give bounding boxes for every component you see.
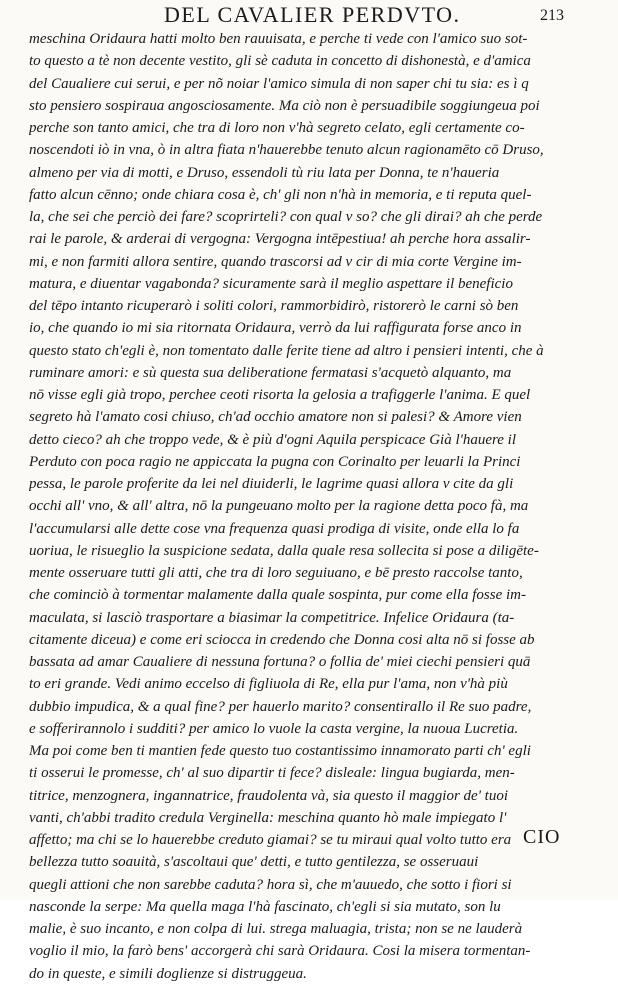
text-line: do in queste, e simili doglienze si distruggeua. <box>29 965 307 982</box>
text-line: maculata, si lasciò trasportare a biasimar la competitrice. Infelice Oridaura (ta- <box>29 609 515 626</box>
catchword: CIO <box>523 826 561 848</box>
text-line: mente osseruare tutti gli atti, che tra di loro seguiuano, e bē presto raccolse tanto, <box>29 565 523 581</box>
text-line: matura, e diuentar vagabonda? sicuramente sarà il meglio aspettare il beneficio <box>29 275 513 292</box>
text-line: Ma poi come ben ti mantien fede questo tuo costantissimo innamorato parti ch' egli <box>29 743 531 759</box>
text-line: titrice, menzognera, ingannatrice, fraudolenta và, sia questo il maggior de' tuoi <box>29 787 508 804</box>
text-line: malie, è suo incanto, e non colpa di lui. strega maluagia, trista; non se ne lauderà <box>29 921 523 937</box>
text-line: Perduto con poca ragio ne appiccata la pugna con Corinalto per leuarli la Princi <box>29 453 521 470</box>
text-line: pessa, le parole proferite da lei nel diuiderli, le lagrime quasi allora v cite da gli <box>29 476 514 492</box>
text-line: l'accumularsi alle dette cose vna frequenza quasi prodiga di visite, onde ella lo fa <box>29 520 520 537</box>
text-line: affetto; ma chi se lo hauerebbe creduto giamai? se tu miraui qual volto tutto era <box>29 832 512 848</box>
text-line: e sofferirannolo i sudditi? per amico lo vuole la casta vergine, la nuoua Lucretia. <box>29 720 519 737</box>
text-line: perche son tanto amici, che tra di loro non v'hà segreto celato, egli certamente co- <box>29 120 525 136</box>
text-line: almeno per via di motti, e Druso, essendoli tù riu lata per Donna, te n'haueria <box>29 164 500 181</box>
text-line: del tēpo intanto ricuperarò i soliti colori, rammorbidirò, ristorerò le carni sò ben <box>29 298 519 314</box>
text-line: nō visse egli già tropo, perchee ceoti risorta la gelosia a trafiggerle l'anima. E quel <box>29 387 531 403</box>
text-line: vanti, ch'abbi tradito credula Verginella: meschina quanto hò male impiegato l' <box>29 809 507 826</box>
text-line: bassata ad amar Caualiere di nessuna fortuna? o follia de' miei ciechi pensieri quā <box>29 654 531 670</box>
text-line: ruminare amori: e sù questa sua deliberatione fermatasi s'acquetò alquanto, ma <box>29 364 512 381</box>
text-line: to questo a tè non decente vestito, gli sè caduta in concetto di dishonestà, e d'amica <box>29 53 531 70</box>
text-line: uoriua, le risueglio la suspicione sedata, dalla quale resa sollecita si pose a diligēte- <box>29 542 539 559</box>
text-line: ti osserui le promesse, ch' al suo dipartir ti fece? disleale: lingua bugiarda, men- <box>29 765 515 782</box>
text-line: quegli attioni che non sarebbe caduta? hora sì, che m'auuedo, che sotto i fiori si <box>29 876 512 893</box>
running-title: DEL CAVALIER PERDVTO. <box>164 2 461 27</box>
text-line: occhi all' vno, & all' altra, nō la pungeuano molto per la ragione detta poco fà, ma <box>29 498 529 515</box>
page-number: 213 <box>540 7 564 24</box>
text-line: to eri grande. Vedi animo eccelso di figliuola di Re, ella pur l'ama, non v'hà più <box>29 676 508 693</box>
text-line: detto cieco? ah che troppo vede, & è più d'ogni Aquila perspicace Già l'hauere il <box>29 431 516 448</box>
text-line: mi, e non farmiti allora sentire, quando trascorsi ad v cir di mia corte Vergine im- <box>29 253 522 270</box>
text-line: citamente diceua) e come eri sciocca in credendo che Donna cosi alta nō si fosse ab <box>29 631 535 648</box>
text-line: sto pensiero sospiraua angosciosamente. Ma ciò non è persuadibile soggiungeua poi <box>29 97 540 114</box>
text-line: segreto hà l'amato cosi chiuso, ch'ad occhio amatore non si palesi? & Amore vien <box>29 409 522 426</box>
text-line: che cominciò à tormentar malamente dalla quale sospinta, pur come ella fosse im- <box>29 587 527 604</box>
text-line: nasconde la serpe: Ma quella maga l'hà fascinato, ch'egli si sia mutato, son lu <box>29 898 501 915</box>
text-line: del Caualiere cui serui, e per nõ noiar l'amico simula di non saper chi tu sia: es ì q <box>29 75 529 92</box>
page-header <box>0 2 618 28</box>
body-text <box>29 28 581 985</box>
text-line: fatto alcun cēnno; onde chiara cosa è, ch' gli non n'hà in memoria, e ti reputa quel- <box>29 186 532 203</box>
text-line: voglio il mio, la farò bens' accorgerà chi sarà Oridaura. Cosi la misera tormentan- <box>29 943 531 960</box>
text-line: dubbio impudica, & a qual fine? per hauerlo marito? consentirallo il Re suo padre, <box>29 698 532 715</box>
text-line: io, che quando io mi sia ritornata Oridaura, verrò da lui raffigurata forse anco in <box>29 320 522 337</box>
text-line: bellezza tutto soauità, s'ascoltaui que' detti, e tutto gentilezza, se osseruaui <box>29 854 479 871</box>
text-line: meschina Oridaura hatti molto ben rauuisata, e perche ti vede con l'amico suo sot- <box>29 31 528 47</box>
text-line: la, che sei che perciò dei fare? scoprirteli? con qual v so? che gli dirai? ah che perde <box>29 209 543 225</box>
text-line: rai le parole, & arderai di vergogna: Vergogna intēpestiua! ah perche hora assalir- <box>29 231 531 248</box>
text-line: noscendoti iò in vna, ò in altra fiata n'hauerebbe tenuto alcun ragionamēto cō Druso, <box>29 142 544 159</box>
text-line: questo stato ch'egli è, non tomentato dalle ferite tiene ad altro i pensieri intenti, che à <box>29 342 544 359</box>
